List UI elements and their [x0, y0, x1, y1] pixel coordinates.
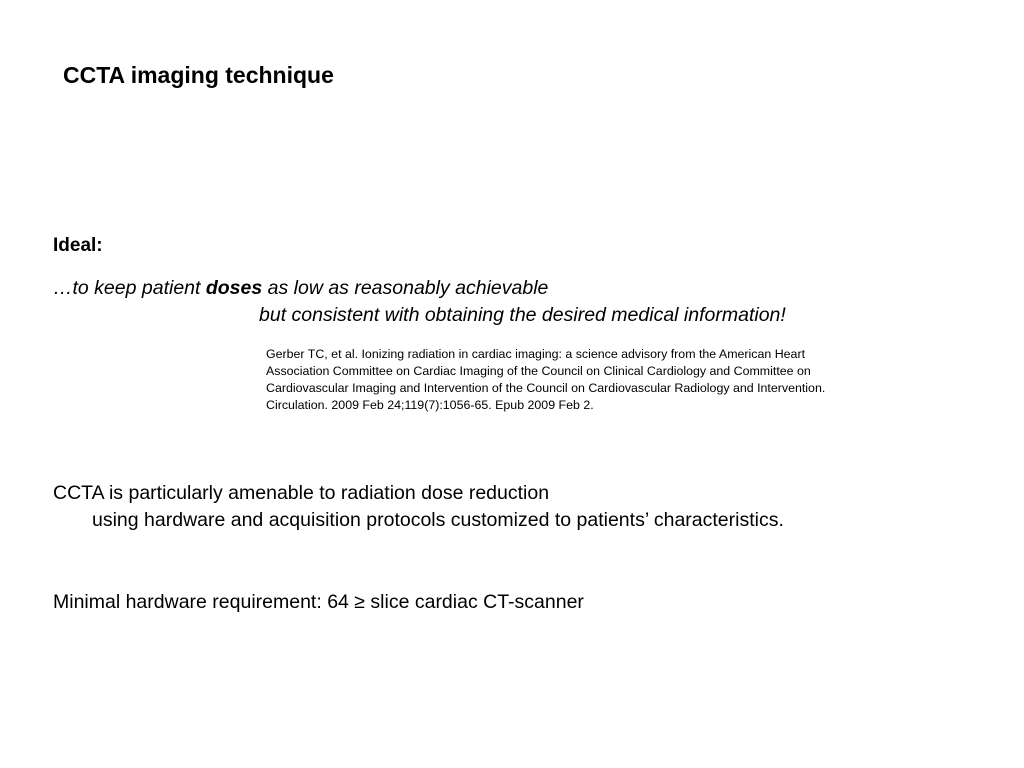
reference-line: Association Committee on Cardiac Imaging of the Council on Clinical Cardiology and Committee on — [266, 364, 811, 378]
reference-citation — [266, 346, 946, 414]
amenable-statement-line2: using hardware and acquisition protocols customized to patients’ characteristics. — [92, 509, 784, 531]
hardware-requirement: Minimal hardware requirement: 64 ≥ slice cardiac CT-scanner — [53, 591, 584, 613]
ideal-line1-emphasis: doses — [205, 277, 263, 299]
amenable-statement-line1: CCTA is particularly amenable to radiation dose reduction — [53, 482, 550, 504]
reference-line: Gerber TC, et al. Ionizing radiation in cardiac imaging: a science advisory from the American Heart — [266, 347, 806, 361]
ideal-statement-line2: but consistent with obtaining the desired medical information! — [259, 304, 786, 326]
ideal-statement-line1 — [53, 275, 548, 301]
ideal-line1-prefix: …to keep patient — [53, 277, 206, 299]
ideal-line1-suffix: as low as reasonably achievable — [262, 277, 549, 299]
slide-title: CCTA imaging technique — [63, 62, 334, 88]
reference-line: Cardiovascular Imaging and Intervention of the Council on Cardiovascular Radiology and Intervention. — [266, 381, 826, 395]
ideal-heading: Ideal: — [53, 235, 103, 256]
reference-line: Circulation. 2009 Feb 24;119(7):1056-65. Epub 2009 Feb 2. — [266, 398, 594, 412]
